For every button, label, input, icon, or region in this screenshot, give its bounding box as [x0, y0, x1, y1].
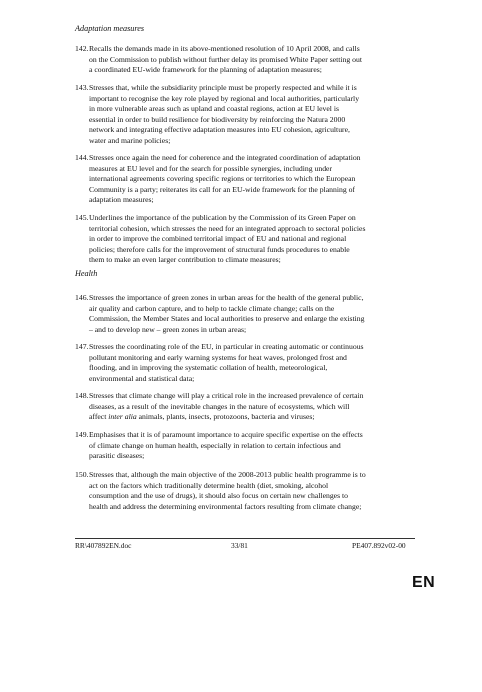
paragraph-line: Stresses that, while the subsidiarity principle must be properly respected and while it is: [89, 83, 357, 92]
paragraph-line: policies; therefore calls for the improvement of structural funds procedures to enable: [89, 244, 350, 254]
paragraph-line: a coordinated EU-wide framework for the planning of adaptation measures;: [89, 65, 322, 75]
paragraph-line: water and marine policies;: [89, 135, 171, 145]
paragraph-line: in more vulnerable areas such as upland and coastal regions, action at EU level is: [89, 104, 339, 114]
paragraph-line: Stresses that, although the main objective of the 2008-2013 public health programme is to: [89, 470, 366, 479]
paragraph-line: important to recognise the key role played by regional and local authorities, particularly: [89, 93, 360, 103]
paragraph-line: Stresses once again the need for coherence and the integrated coordination of adaptation: [89, 153, 361, 162]
paragraph-line: adaptation measures;: [89, 195, 154, 205]
paragraph-line: Stresses the coordinating role of the EU, in particular in creating automatic or continuous: [89, 342, 364, 351]
paragraph-number: 150.: [75, 470, 89, 479]
paragraph-line: health and address the determining environmental factors resulting from climate change;: [89, 501, 362, 511]
paragraph-line: environmental and statistical data;: [89, 373, 195, 383]
paragraph-line: them to make an even larger contribution to climate measures;: [89, 255, 281, 265]
paragraph-number: 144.: [75, 153, 89, 162]
paragraph-number: 143.: [75, 83, 89, 92]
paragraph-line: of climate change on human health, especially in relation to certain infectious and: [89, 440, 341, 450]
paragraph-line: international agreements covering specific regions or territories to which the European: [89, 174, 356, 184]
paragraph-line: Community is a party; reiterates its call for an EU-wide framework for the planning of: [89, 184, 355, 194]
paragraph-line: Commission, the Member States and local authorities to preserve and enlarge the existing: [89, 314, 365, 324]
paragraph-line: essential in order to build resilience for biodiversity by reinforcing the Natura 2000: [89, 114, 346, 124]
paragraph-line: parasitic diseases;: [89, 451, 145, 461]
section-heading-adaptation: Adaptation measures: [75, 24, 145, 33]
language-code: EN: [412, 574, 436, 591]
paragraph-number: 148.: [75, 391, 89, 400]
paragraph-line: air quality and carbon capture, and to help to tackle climate change; calls on the: [89, 303, 335, 313]
paragraph-line: network and integrating effective adaptation measures into EU cohesion, agriculture,: [89, 125, 350, 135]
latin-phrase: inter alia: [108, 412, 137, 422]
paragraph-line: – and to develop new – green zones in urban areas;: [89, 324, 247, 334]
footer-divider: [75, 538, 415, 539]
paragraph-line: territorial cohesion, which stresses the need for an integrated approach to sectoral policies: [89, 223, 366, 233]
paragraph-line: Underlines the importance of the publication by the Commission of its Green Paper on: [89, 213, 356, 222]
paragraph-number: 149.: [75, 430, 89, 439]
paragraph-number: 146.: [75, 293, 89, 302]
paragraph-line: Recalls the demands made in its above-mentioned resolution of 10 April 2008, and calls: [89, 44, 360, 53]
paragraph-line: Emphasises that it is of paramount importance to acquire specific expertise on the effects: [89, 430, 363, 439]
paragraph-line: consumption and the use of drugs), it should also focus on certain new challenges to: [89, 491, 348, 501]
paragraph-line: flooding, and in improving the systematic collation of health, meteorological,: [89, 363, 328, 373]
paragraph-number: 147.: [75, 342, 89, 351]
paragraph-line: affect inter alia animals, plants, insects, protozoons, bacteria and viruses;: [89, 412, 315, 422]
paragraph-line: measures at EU level and for the search for possible synergies, including under: [89, 163, 333, 173]
footer-page-number: 33/81: [231, 541, 248, 550]
paragraph-line: diseases, as a result of the inevitable changes in the nature of ecosystems, which will: [89, 401, 350, 411]
paragraph-number: 145.: [75, 213, 89, 222]
footer-doc-reference: RR\407892EN.doc: [75, 541, 132, 550]
paragraph-number: 142.: [75, 44, 89, 53]
footer-pe-reference: PE407.892v02-00: [352, 541, 406, 550]
paragraph-line: Stresses the importance of green zones in urban areas for the health of the general public,: [89, 293, 364, 302]
paragraph-line: in order to improve the combined territorial impact of EU and national and regional: [89, 234, 347, 244]
paragraph-line: act on the factors which traditionally determine health (diet, smoking, alcohol: [89, 480, 329, 490]
paragraph-line: on the Commission to publish without further delay its promised White Paper setting out: [89, 54, 362, 64]
paragraph-line: Stresses that climate change will play a critical role in the increased prevalence of certain: [89, 391, 364, 400]
paragraph-line: pollutant monitoring and early warning systems for heat waves, prolonged frost and: [89, 352, 347, 362]
section-heading-health: Health: [75, 269, 98, 278]
